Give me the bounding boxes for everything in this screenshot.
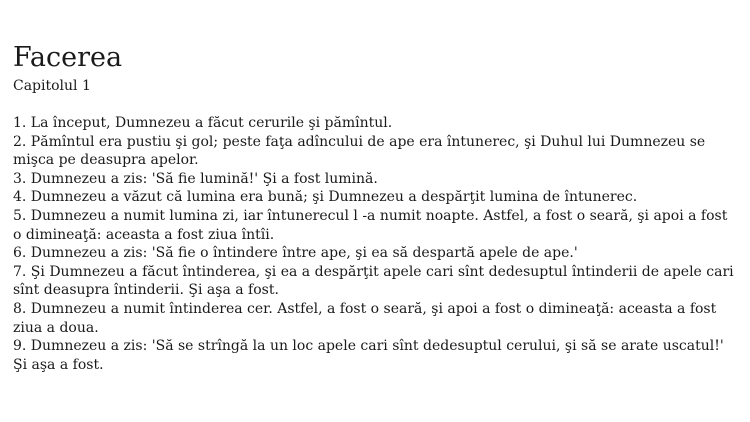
page-title: Facerea bbox=[13, 42, 123, 73]
verse-7: 7. Şi Dumnezeu a făcut întinderea, şi ea a despărţit apele cari sînt dedesuptul întinderii de apele cari sînt deasupra întinderii. Şi aşa a fost. bbox=[13, 263, 734, 299]
verse-2: 2. Pămîntul era pustiu şi gol; peste faţa adîncului de ape era întunerec, şi Duhul lui Dumnezeu se mişca pe deasupra apelor. bbox=[13, 133, 706, 169]
verse-9: 9. Dumnezeu a zis: 'Să se strîngă la un loc apele cari sînt dedesuptul cerului, şi să se arate uscatul!' Şi aşa a fost. bbox=[13, 338, 724, 373]
verse-5: 5. Dumnezeu a numit lumina zi, iar întunerecul l -a numit noapte. Astfel, a fost o seară, şi apoi a fost o dimineaţă: aceasta a fost ziua întîi. bbox=[13, 207, 728, 243]
verse-8: 8. Dumnezeu a numit întinderea cer. Astfel, a fost o seară, şi apoi a fost o dimineaţă: aceasta a fost ziua a doua. bbox=[13, 300, 717, 336]
verse-6: 6. Dumnezeu a zis: 'Să fie o întindere între ape, şi ea să despartă apele de ape.' bbox=[13, 245, 578, 262]
verse-4: 4. Dumnezeu a văzut că lumina era bună; şi Dumnezeu a despărţit lumina de întunerec. bbox=[13, 189, 638, 206]
verse-1: 1. La început, Dumnezeu a făcut cerurile şi pămîntul. bbox=[13, 115, 393, 131]
chapter-heading: Capitolul 1 bbox=[13, 78, 91, 94]
verse-list bbox=[13, 114, 737, 374]
document-page bbox=[13, 40, 737, 374]
verse-3: 3. Dumnezeu a zis: 'Să fie lumină!' Şi a fost lumină. bbox=[13, 170, 378, 187]
